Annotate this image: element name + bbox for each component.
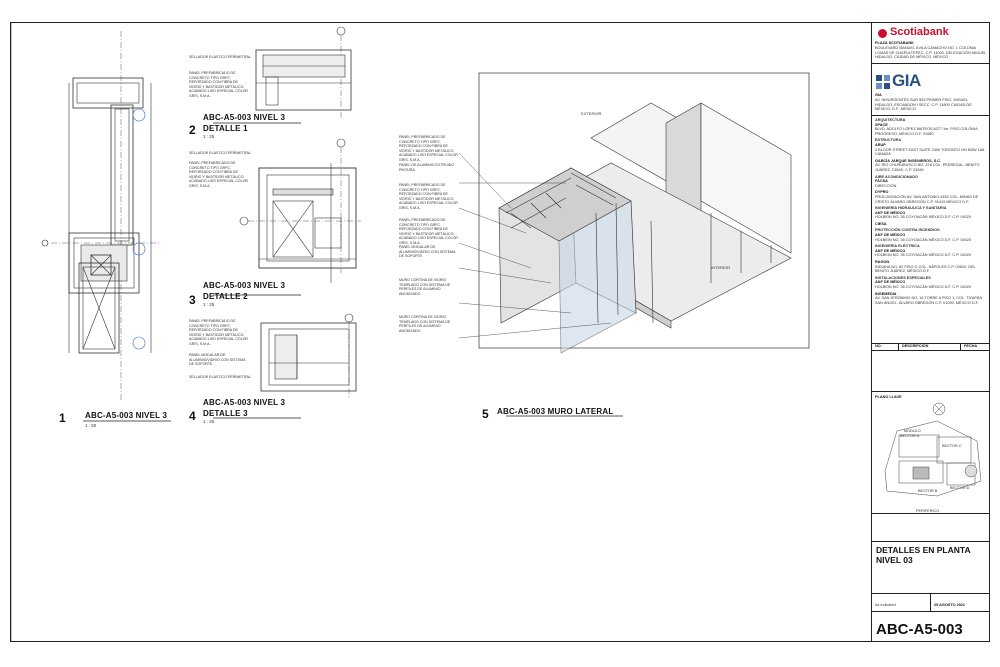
view-4-number: 4 xyxy=(189,409,196,423)
consultant-entry xyxy=(875,244,987,258)
consultant-text: INDIANA NO. 62 PISO 3, COL. NÁPOLES C.P. 03810, DEL. BENITO JUÁREZ, MÉXICO D.F. xyxy=(875,264,977,274)
consultant-firm: SPACE xyxy=(875,122,888,127)
view-4-subtitle: DETALLE 3 xyxy=(203,409,248,418)
consultant-entry xyxy=(875,118,987,136)
view-1-plan xyxy=(42,31,161,401)
key-plan-label: PLANO LLAVE xyxy=(875,395,902,399)
gia-logo-icon xyxy=(876,75,890,89)
consultant-entry xyxy=(875,175,987,189)
consultant-firm: FACSA xyxy=(875,179,888,184)
consultant-entry xyxy=(875,159,987,173)
note-detail2-panel: PANEL PREFABRICADO DE CONCRETO TIPO GRFC, REFORZADO CON FIBRA DE VIDRIO Y BASTIDOR METÁLICO. ACABADO LISO ESPECIAL COLOR GRIS, S.M.A. xyxy=(189,161,248,188)
view-5-number: 5 xyxy=(482,407,489,421)
consultant-firm: ARUP xyxy=(875,142,886,147)
note-detail2-sealant: SELLADOR ELÁSTICO PERIMETRAL xyxy=(189,151,251,155)
consultant-entry xyxy=(875,276,987,290)
tb-client xyxy=(872,23,990,64)
drawing-sheet xyxy=(10,22,990,642)
consultant-head: INGENIERÍA HIDRÁULICA Y SANITARIA xyxy=(875,206,947,211)
key-plan-b: BECTOR C xyxy=(942,444,962,448)
view-2-scale: 1 : 25 xyxy=(203,134,215,139)
consultant-head: INGENIERÍA ELÉCTRICA xyxy=(875,244,920,249)
sheet-date: 25 AGOSTO 2021 xyxy=(934,603,966,607)
tb-blank xyxy=(872,513,990,542)
consultant-firm: AKF DE MÉXICO xyxy=(875,210,906,215)
key-plan-c: BECTOR B xyxy=(918,489,938,493)
consultant-firm: AKF DE MÉXICO xyxy=(875,280,906,285)
consultant-head: ARQUITECTURA xyxy=(875,118,906,122)
scale-note: As indicated xyxy=(875,603,896,607)
consultant-firm: RAGON xyxy=(875,260,890,265)
view-3-scale: 1 : 25 xyxy=(203,302,215,307)
view-4-scale: 1 : 25 xyxy=(203,419,215,424)
rev-header-desc: DESCRIPCIÓN xyxy=(902,344,929,348)
scotiabank-logo: Scotiabank xyxy=(890,26,949,38)
view-5-title: ABC-A5-003 MURO LATERAL xyxy=(497,407,614,416)
view-1-title: ABC-A5-003 NIVEL 3 xyxy=(85,411,168,420)
view-3-number: 3 xyxy=(189,293,196,307)
consultant-text: HOLBEIN NO. 35 COYOACÁN MÉXICO D.F. C.P. 04020 xyxy=(875,285,971,289)
note-iso-g: MURO CORTINA DE VIDRIO TEMPLADO CON SISTEMA DE PERFILES DE ALUMINIO ANODIZADO xyxy=(399,315,451,333)
view-1-scale: 1 : 50 xyxy=(85,423,97,428)
note-detail3-sealant: SELLADOR ELÁSTICO PERIMETRAL xyxy=(189,375,251,379)
consultant-text: AV. RÍO CHURUBUSCO NO. 378 COL. PEDREGAL, BENITO JUÁREZ, CDMX, C.P. 03340 xyxy=(875,163,980,172)
consultant-text: HOLBEIN NO. 35 COYOACÁN MÉXICO D.F. C.P. 04020 xyxy=(875,237,971,242)
view-2-subtitle: DETALLE 1 xyxy=(203,124,248,133)
consultant-firm: AKF DE MÉXICO xyxy=(875,248,906,253)
consultant-text: HOLBEIN NO. 35 COYOACÁN MÉXICO D.F. C.P. 04020 xyxy=(875,215,971,220)
tb-project-address: BOULEVARD MANUEL ÁVILA CAMACHO NO. 1 COLONIA LOMAS DE CHAPULTEPEC, C.P. 11000, DELEGACIÓN MIGUEL HIDALGO, CIUDAD DE MÉXICO, MÉXICO xyxy=(875,46,987,60)
consultant-entry xyxy=(875,260,987,274)
view-2-title: ABC-A5-003 NIVEL 3 xyxy=(203,113,286,122)
note-iso-e: PANEL MODULAR DE ALUMINIO/VIDRIO CON SISTEMA DE SOPORTE xyxy=(399,245,456,259)
note-iso-d: PANEL PREFABRICADO DE CONCRETO TIPO GRFC, REFORZADO CON FIBRA DE VIDRIO Y BASTIDOR METÁLICO. ACABADO LISO ESPECIAL COLOR GRIS, S.M.A. xyxy=(399,218,458,245)
view-2-number: 2 xyxy=(189,123,196,137)
consultant-firm: AKF DE MÉXICO xyxy=(875,233,906,238)
consultant-list xyxy=(875,118,987,307)
consultant-firm: INGEMEDIA xyxy=(875,291,897,296)
tb-firm xyxy=(872,63,990,116)
consultant-entry xyxy=(875,190,987,204)
note-detail3-panel: PANEL PREFABRICADO DE CONCRETO TIPO GRFC, REFORZADO CON FIBRA DE VIDRIO Y BASTIDOR METÁLICO. ACABADO LISO ESPECIAL COLOR GRIS, S.M.A. xyxy=(189,319,248,346)
note-iso-f: MURO CORTINA DE VIDRIO TEMPLADO CON SISTEMA DE PERFILES DE ALUMINIO ANODIZADO xyxy=(399,278,451,296)
tb-firm-name: GIA xyxy=(875,93,882,97)
note-detail1-panel: PANEL PREFABRICADO DE CONCRETO TIPO GRFC, REFORZADO CON FIBRA DE VIDRIO Y BASTIDOR METÁLICO. ACABADO LISO ESPECIAL COLOR GRIS, S.M.A. xyxy=(189,71,248,98)
consultant-head: INSTALACIONES ESPECIALES xyxy=(875,275,931,280)
consultant-firm: GARCÍA JARQUE INGENIEROS, S.C. xyxy=(875,158,942,163)
note-detail1-sealant: SELLADOR ELÁSTICO PERIMETRAL xyxy=(189,55,251,59)
view-5-isometric xyxy=(459,73,809,353)
consultant-head: PROTECCIÓN CONTRA INCENDIOS xyxy=(875,228,940,233)
consultant-firm: CIESA xyxy=(875,221,887,226)
tb-key-plan xyxy=(872,391,990,514)
consultant-text: 2 BLOOR STREET EAST SUITE 2400 TORONTO ON M4W 1A8 CANADA xyxy=(875,147,985,157)
view-3-title: ABC-A5-003 NIVEL 3 xyxy=(203,281,286,290)
consultant-head: ESTRUCTURA xyxy=(875,138,902,143)
view-4-title: ABC-A5-003 NIVEL 3 xyxy=(203,398,286,407)
view-3-detail xyxy=(240,139,361,283)
consultant-entry xyxy=(875,292,987,306)
consultant-entry xyxy=(875,206,987,220)
note-iso-b: PANEL DE ALUMINIO EXTRUIDO PINTURA xyxy=(399,163,455,172)
gia-logo: GIA xyxy=(892,71,921,90)
note-iso-c: PANEL PREFABRICADO DE CONCRETO TIPO GRFC, REFORZADO CON FIBRA DE VIDRIO Y BASTIDOR METÁLICO. ACABADO LISO ESPECIAL COLOR GRIS, S.M.A. xyxy=(399,183,458,210)
tag-interior: INTERIOR xyxy=(711,265,731,270)
consultant-firm: DYPRO xyxy=(875,190,889,195)
consultant-text: DIRECCIÓN xyxy=(875,183,897,188)
rev-header-date: FECHA xyxy=(964,344,978,348)
rev-header-no: NO. xyxy=(875,344,882,348)
key-plan-d: BECTOR D xyxy=(950,486,970,490)
tb-consultants xyxy=(872,115,990,344)
title-block xyxy=(871,23,990,641)
consultant-head: AIRE ACONDICIONADO xyxy=(875,174,918,179)
consultant-entry xyxy=(875,138,987,156)
sheet-title: DETALLES EN PLANTA NIVEL 03 xyxy=(876,545,971,565)
note-iso-a: PANEL PREFABRICADO DE CONCRETO TIPO GRFC, REFORZADO CON FIBRA DE VIDRIO Y BASTIDOR METÁLICO. ACABADO LISO ESPECIAL COLOR GRIS, S.M.A. xyxy=(399,135,458,162)
tb-project: PLAZA SCOTIABANK xyxy=(875,41,914,45)
key-plan-e: PERIFERICO xyxy=(916,509,940,513)
tb-sheet-title xyxy=(872,541,990,594)
consultant-entry xyxy=(875,222,987,227)
consultant-text: PROLONGACIÓN AV. SAN ANTONIO #152 COL. MINAS DE CRISTO ÁLVARO OBREGÓN C.P. 01419 MÉXICO D.F. xyxy=(875,194,979,204)
view-4-detail xyxy=(261,314,356,398)
consultant-text: HOLBEIN NO. 35 COYOACÁN MÉXICO D.F. C.P. 04020 xyxy=(875,253,971,258)
note-detail3-module: PANEL MODULAR DE ALUMINIO/VIDRIO CON SISTEMA DE SOPORTE xyxy=(189,353,246,367)
view-3-subtitle: DETALLE 2 xyxy=(203,292,248,301)
tb-revisions xyxy=(872,343,990,392)
key-plan-a: BECTOR A xyxy=(900,434,920,438)
view-1-number: 1 xyxy=(59,411,66,425)
tb-scale-date xyxy=(872,593,990,612)
view-2-detail xyxy=(256,27,351,118)
tb-firm-address: AV. INSURGENTES SUR 553 PRIMER PISO, MIGUEL HIDALGO, ESCANDON I SECC. C.P. 11800 CIUDAD DE MÉXICO, D.F., MÉXICO xyxy=(875,98,972,112)
tag-exterior: EXTERIOR xyxy=(581,111,602,116)
consultant-text: BLVD. ADOLFO LÓPEZ MATEOS 8277 1er. PISO COLONIA PROGRESO, MÉXICO D.F. 01080 xyxy=(875,127,978,136)
key-plan-f: MÓDULO xyxy=(904,429,921,433)
scotiabank-logo-icon xyxy=(878,29,887,38)
sheet-number: ABC-A5-003 xyxy=(876,621,963,638)
consultant-text: AV. SAN JERÓNIMO NO. 16 TORRE A PISO 1, COL. TIZAPÁN SAN ÁNGEL, ÁLVARO OBREGÓN C.P. 01090, MÉXICO D.F. xyxy=(875,296,983,305)
consultant-entry xyxy=(875,228,987,242)
